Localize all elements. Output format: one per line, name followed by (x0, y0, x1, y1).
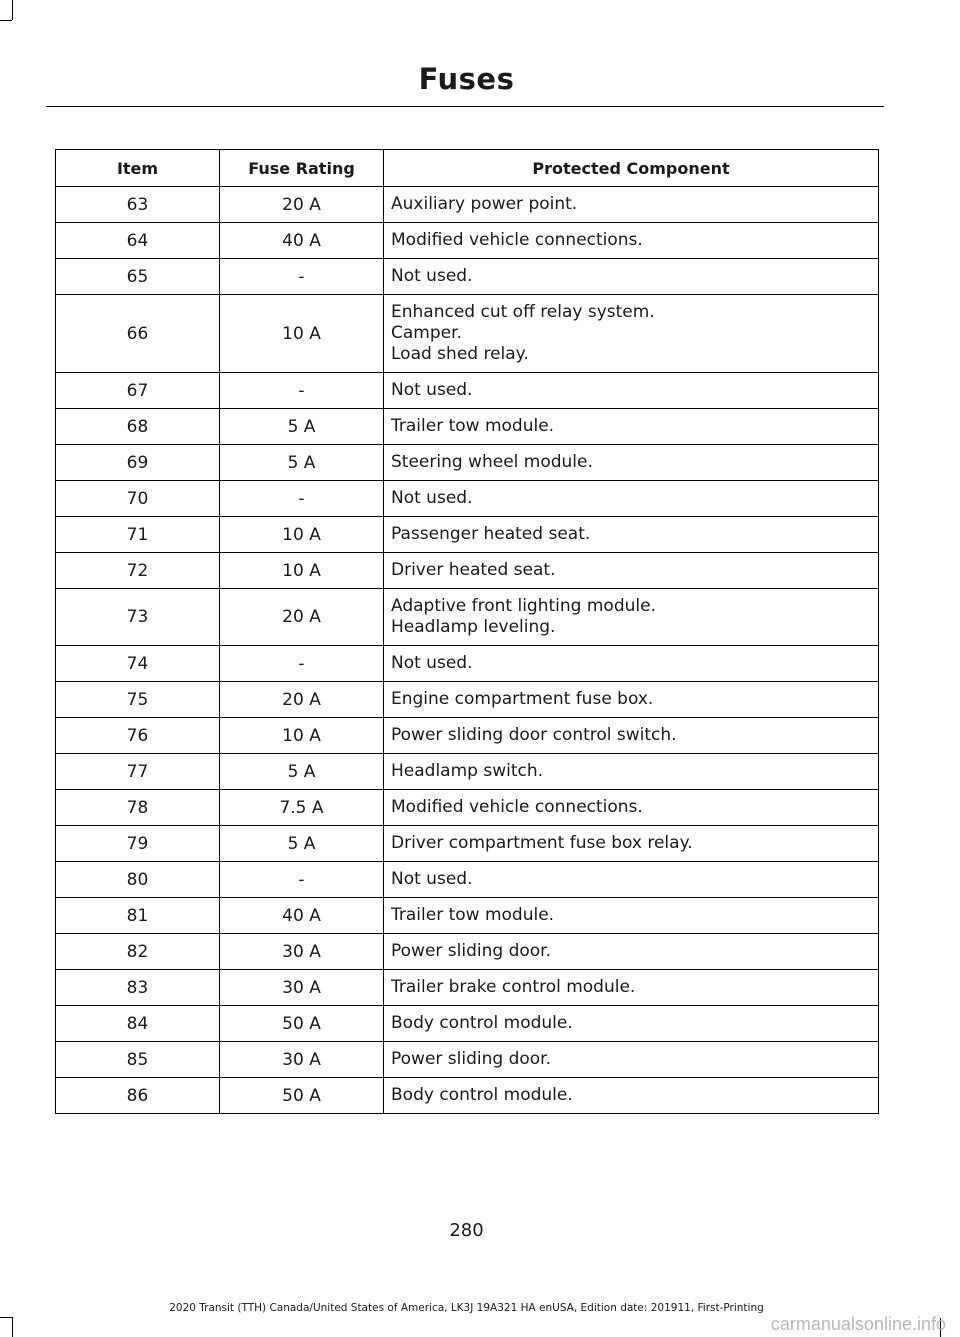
cell-item: 73 (56, 589, 220, 646)
table-row (56, 970, 879, 1006)
cell-protected-component (384, 898, 879, 934)
component-line: Driver compartment fuse box relay. (391, 833, 693, 853)
table-row (56, 373, 879, 409)
header-item: Item (56, 150, 220, 187)
cell-protected-component (384, 790, 879, 826)
cell-protected-component (384, 1006, 879, 1042)
table-header-row (56, 150, 879, 187)
table-row (56, 517, 879, 553)
component-line: Engine compartment fuse box. (391, 689, 654, 709)
cell-protected-component (384, 223, 879, 259)
cell-fuse-rating: 20 A (220, 589, 384, 646)
cell-fuse-rating: 30 A (220, 934, 384, 970)
cell-protected-component (384, 553, 879, 589)
component-line: Body control module. (391, 1013, 573, 1033)
cell-fuse-rating: 50 A (220, 1006, 384, 1042)
component-line: Modified vehicle connections. (391, 230, 643, 250)
component-line: Not used. (391, 653, 473, 673)
header-protected-component: Protected Component (384, 150, 879, 187)
cell-fuse-rating: - (220, 373, 384, 409)
cell-fuse-rating: 10 A (220, 517, 384, 553)
table-row (56, 187, 879, 223)
cell-protected-component (384, 409, 879, 445)
table-row (56, 1006, 879, 1042)
crop-mark (0, 1317, 12, 1318)
cell-fuse-rating: 50 A (220, 1078, 384, 1114)
table-row (56, 295, 879, 373)
component-line: Not used. (391, 380, 473, 400)
component-line: Adaptive front lighting module. (391, 596, 656, 616)
table-row (56, 481, 879, 517)
page-footer: 2020 Transit (TTH) Canada/United States of America, LK3J 19A321 HA enUSA, Edition date: 201911, First-Printing (169, 1302, 764, 1314)
cell-item: 72 (56, 553, 220, 589)
cell-protected-component (384, 754, 879, 790)
table-row (56, 1042, 879, 1078)
cell-protected-component (384, 646, 879, 682)
cell-fuse-rating: - (220, 259, 384, 295)
table-row (56, 445, 879, 481)
cell-protected-component (384, 517, 879, 553)
table-row (56, 553, 879, 589)
cell-item: 68 (56, 409, 220, 445)
cell-protected-component (384, 826, 879, 862)
cell-item: 70 (56, 481, 220, 517)
crop-mark (0, 20, 12, 21)
cell-protected-component (384, 295, 879, 373)
component-line: Power sliding door. (391, 941, 552, 961)
component-line: Not used. (391, 488, 473, 508)
cell-protected-component (384, 934, 879, 970)
table-row (56, 589, 879, 646)
table-row (56, 1078, 879, 1114)
cell-item: 71 (56, 517, 220, 553)
watermark: carmanualsonline.info (770, 1314, 946, 1334)
title-divider (46, 106, 884, 107)
cell-fuse-rating: - (220, 862, 384, 898)
cell-item: 82 (56, 934, 220, 970)
cell-item: 80 (56, 862, 220, 898)
cell-fuse-rating: 40 A (220, 223, 384, 259)
table-row (56, 934, 879, 970)
cell-fuse-rating: 5 A (220, 409, 384, 445)
table-row (56, 682, 879, 718)
cell-fuse-rating: 5 A (220, 445, 384, 481)
cell-item: 76 (56, 718, 220, 754)
crop-mark (12, 0, 13, 20)
table-row (56, 223, 879, 259)
cell-item: 77 (56, 754, 220, 790)
fuse-table (55, 149, 879, 1114)
cell-fuse-rating: 10 A (220, 295, 384, 373)
component-line: Load shed relay. (391, 344, 529, 364)
cell-item: 84 (56, 1006, 220, 1042)
component-line: Not used. (391, 869, 473, 889)
cell-fuse-rating: 10 A (220, 553, 384, 589)
component-line: Trailer tow module. (391, 905, 555, 925)
component-line: Steering wheel module. (391, 452, 593, 472)
page-title: Fuses (418, 62, 515, 96)
cell-protected-component (384, 373, 879, 409)
cell-item: 67 (56, 373, 220, 409)
cell-item: 74 (56, 646, 220, 682)
cell-fuse-rating: 40 A (220, 898, 384, 934)
cell-item: 65 (56, 259, 220, 295)
page-number: 280 (449, 1220, 484, 1241)
table-row (56, 718, 879, 754)
component-line: Power sliding door control switch. (391, 725, 677, 745)
cell-protected-component (384, 259, 879, 295)
cell-item: 81 (56, 898, 220, 934)
cell-protected-component (384, 970, 879, 1006)
cell-item: 83 (56, 970, 220, 1006)
component-line: Body control module. (391, 1085, 573, 1105)
cell-item: 78 (56, 790, 220, 826)
component-line: Passenger heated seat. (391, 524, 591, 544)
cell-protected-component (384, 481, 879, 517)
cell-protected-component (384, 862, 879, 898)
component-line: Headlamp leveling. (391, 617, 556, 637)
cell-fuse-rating: 20 A (220, 682, 384, 718)
component-line: Trailer brake control module. (391, 977, 636, 997)
table-row (56, 898, 879, 934)
cell-protected-component (384, 682, 879, 718)
header-fuse-rating: Fuse Rating (220, 150, 384, 187)
table-row (56, 409, 879, 445)
cell-fuse-rating: 7.5 A (220, 790, 384, 826)
table-row (56, 259, 879, 295)
cell-item: 63 (56, 187, 220, 223)
crop-mark (12, 1317, 13, 1337)
cell-protected-component (384, 1078, 879, 1114)
cell-fuse-rating: 30 A (220, 970, 384, 1006)
component-line: Trailer tow module. (391, 416, 555, 436)
cell-item: 66 (56, 295, 220, 373)
cell-fuse-rating: 10 A (220, 718, 384, 754)
table-row (56, 754, 879, 790)
fuse-table-body (56, 187, 879, 1114)
cell-protected-component (384, 589, 879, 646)
cell-item: 75 (56, 682, 220, 718)
cell-item: 79 (56, 826, 220, 862)
cell-item: 69 (56, 445, 220, 481)
table-row (56, 646, 879, 682)
component-line: Enhanced cut off relay system. (391, 302, 655, 322)
cell-protected-component (384, 718, 879, 754)
cell-item: 64 (56, 223, 220, 259)
component-line: Auxiliary power point. (391, 194, 578, 214)
cell-protected-component (384, 187, 879, 223)
component-line: Headlamp switch. (391, 761, 544, 781)
component-line: Driver heated seat. (391, 560, 556, 580)
component-line: Not used. (391, 266, 473, 286)
cell-protected-component (384, 445, 879, 481)
table-row (56, 826, 879, 862)
cell-fuse-rating: 5 A (220, 826, 384, 862)
cell-protected-component (384, 1042, 879, 1078)
table-row (56, 790, 879, 826)
component-line: Camper. (391, 323, 462, 343)
cell-fuse-rating: - (220, 646, 384, 682)
component-line: Power sliding door. (391, 1049, 552, 1069)
cell-item: 85 (56, 1042, 220, 1078)
cell-item: 86 (56, 1078, 220, 1114)
cell-fuse-rating: - (220, 481, 384, 517)
component-line: Modified vehicle connections. (391, 797, 643, 817)
cell-fuse-rating: 30 A (220, 1042, 384, 1078)
table-row (56, 862, 879, 898)
cell-fuse-rating: 20 A (220, 187, 384, 223)
cell-fuse-rating: 5 A (220, 754, 384, 790)
